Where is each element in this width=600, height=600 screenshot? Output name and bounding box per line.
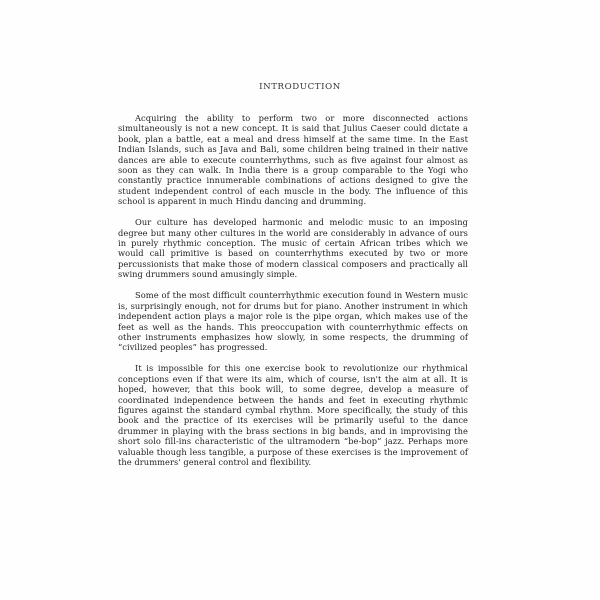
body-text xyxy=(118,113,468,478)
paragraph-1: Acquiring the ability to perform two or more disconnected actions simultaneously is not a new concept. It is said that Julius Caeser could dictate a book, plan a battle, eat a meal and dress himself at the same time. In the East Indian Islands, such as Java and Bali, some children being trained in their native dances are able to execute counterrhythms, such as five against four almost as soon as they can walk. In India there is a group comparable to the Yogi who constantly practice innumerable combinations of actions designed to give the student independent control of each muscle in the body. The influence of this school is apparent in much Hindu dancing and drumming. xyxy=(118,113,468,207)
page-title: INTRODUCTION xyxy=(259,82,341,92)
paragraph-4: It is impossible for this one exercise book to revolutionize our rhythmical conceptions even if that were its aim, which of course, isn't the aim at all. It is hoped, however, that this book will, to some degree, develop a measure of coordinated independence between the hands and feet in executing rhythmic figures against the standard cymbal rhythm. More specifically, the study of this book and the practice of its exercises will be primarily useful to the dance drummer in playing with the brass sections in big bands, and in improvising the short solo fill-ins characteristic of the ultramodern “be-bop” jazz. Perhaps more valuable though less tangible, a purpose of these exercises is the improvement of the drummers' general control and flexibility. xyxy=(118,363,468,467)
paragraph-3: Some of the most difficult counterrhythmic execution found in Western music is, surprisingly enough, not for drums but for piano. Another instrument in which independent action plays a major role is the pipe organ, which makes use of the feet as well as the hands. This preoccupation with counterrhythmic effects on other instruments emphasizes how slowly, in some respects, the drumming of “civilized peoples” has progressed. xyxy=(118,290,468,353)
paragraph-2: Our culture has developed harmonic and melodic music to an imposing degree but many other cultures in the world are considerably in advance of ours in purely rhythmic conception. The music of certain African tribes which we would call primitive is based on counterrhythms executed by two or more percussionists that make those of modern classical composers and practically all swing drummers sound amusingly simple. xyxy=(118,217,468,280)
